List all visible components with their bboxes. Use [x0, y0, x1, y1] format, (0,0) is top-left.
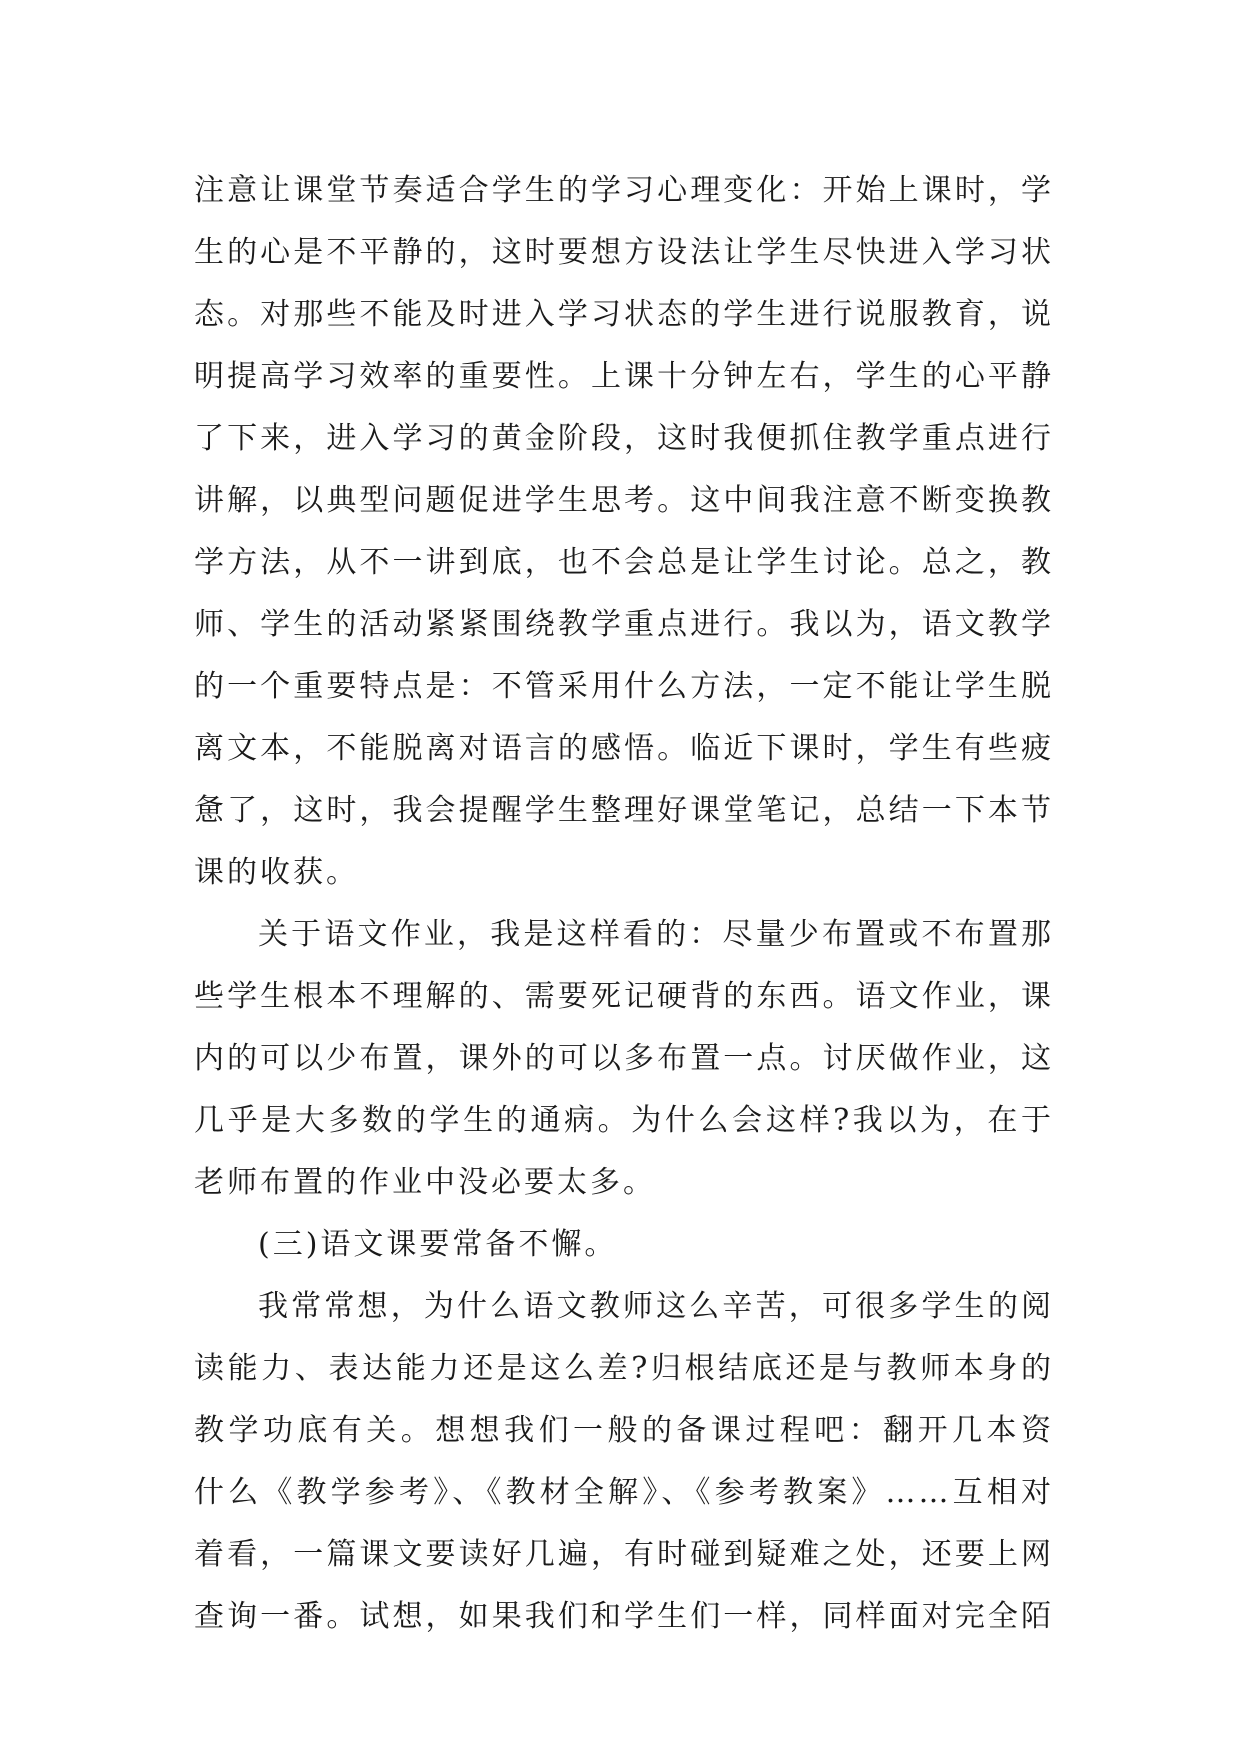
text-line: 我常常想，为什么语文教师这么辛苦，可很多学生的阅 [258, 1289, 1054, 1324]
section-heading [194, 1214, 1054, 1276]
text-line: 师、学生的活动紧紧围绕教学重点进行。我以为，语文教学 [194, 607, 1054, 642]
text-line: 的一个重要特点是：不管采用什么方法，一定不能让学生脱 [194, 669, 1054, 704]
text-line: 学方法，从不一讲到底，也不会总是让学生讨论。总之，教 [194, 545, 1054, 580]
text-line: 内的可以少布置，课外的可以多布置一点。讨厌做作业，这 [194, 1041, 1054, 1076]
text-line: 教学功底有关。想想我们一般的备课过程吧：翻开几本资 [194, 1413, 1054, 1448]
text-line: 态。对那些不能及时进入学习状态的学生进行说服教育，说 [194, 297, 1054, 332]
paragraph-homework [194, 904, 1054, 1214]
paragraph-lesson-prep [194, 1276, 1054, 1648]
text-line: 课的收获。 [194, 855, 359, 890]
text-line: 了下来，进入学习的黄金阶段，这时我便抓住教学重点进行 [194, 421, 1054, 456]
text-line: 惫了，这时，我会提醒学生整理好课堂笔记，总结一下本节 [194, 793, 1054, 828]
text-line: 什么《教学参考》、《教材全解》、《参考教案》……互相对 [194, 1475, 1054, 1510]
text-line: 关于语文作业，我是这样看的：尽量少布置或不布置那 [258, 917, 1054, 952]
text-line: 着看，一篇课文要读好几遍，有时碰到疑难之处，还要上网 [194, 1537, 1054, 1572]
text-line: 老师布置的作业中没必要太多。 [194, 1165, 656, 1200]
heading-text: (三)语文课要常备不懈。 [258, 1227, 618, 1262]
document-body [194, 160, 1054, 1648]
text-line: 注意让课堂节奏适合学生的学习心理变化：开始上课时，学 [194, 173, 1054, 208]
text-line: 讲解，以典型问题促进学生思考。这中间我注意不断变换教 [194, 483, 1054, 518]
text-line: 离文本，不能脱离对语言的感悟。临近下课时，学生有些疲 [194, 731, 1054, 766]
text-line: 生的心是不平静的，这时要想方设法让学生尽快进入学习状 [194, 235, 1054, 270]
text-line: 明提高学习效率的重要性。上课十分钟左右，学生的心平静 [194, 359, 1054, 394]
text-line: 些学生根本不理解的、需要死记硬背的东西。语文作业，课 [194, 979, 1054, 1014]
text-line: 读能力、表达能力还是这么差?归根结底还是与教师本身的 [194, 1351, 1054, 1386]
paragraph-classroom-rhythm [194, 160, 1054, 904]
text-line: 几乎是大多数的学生的通病。为什么会这样?我以为，在于 [194, 1103, 1054, 1138]
text-line: 查询一番。试想，如果我们和学生们一样，同样面对完全陌 [194, 1599, 1054, 1634]
